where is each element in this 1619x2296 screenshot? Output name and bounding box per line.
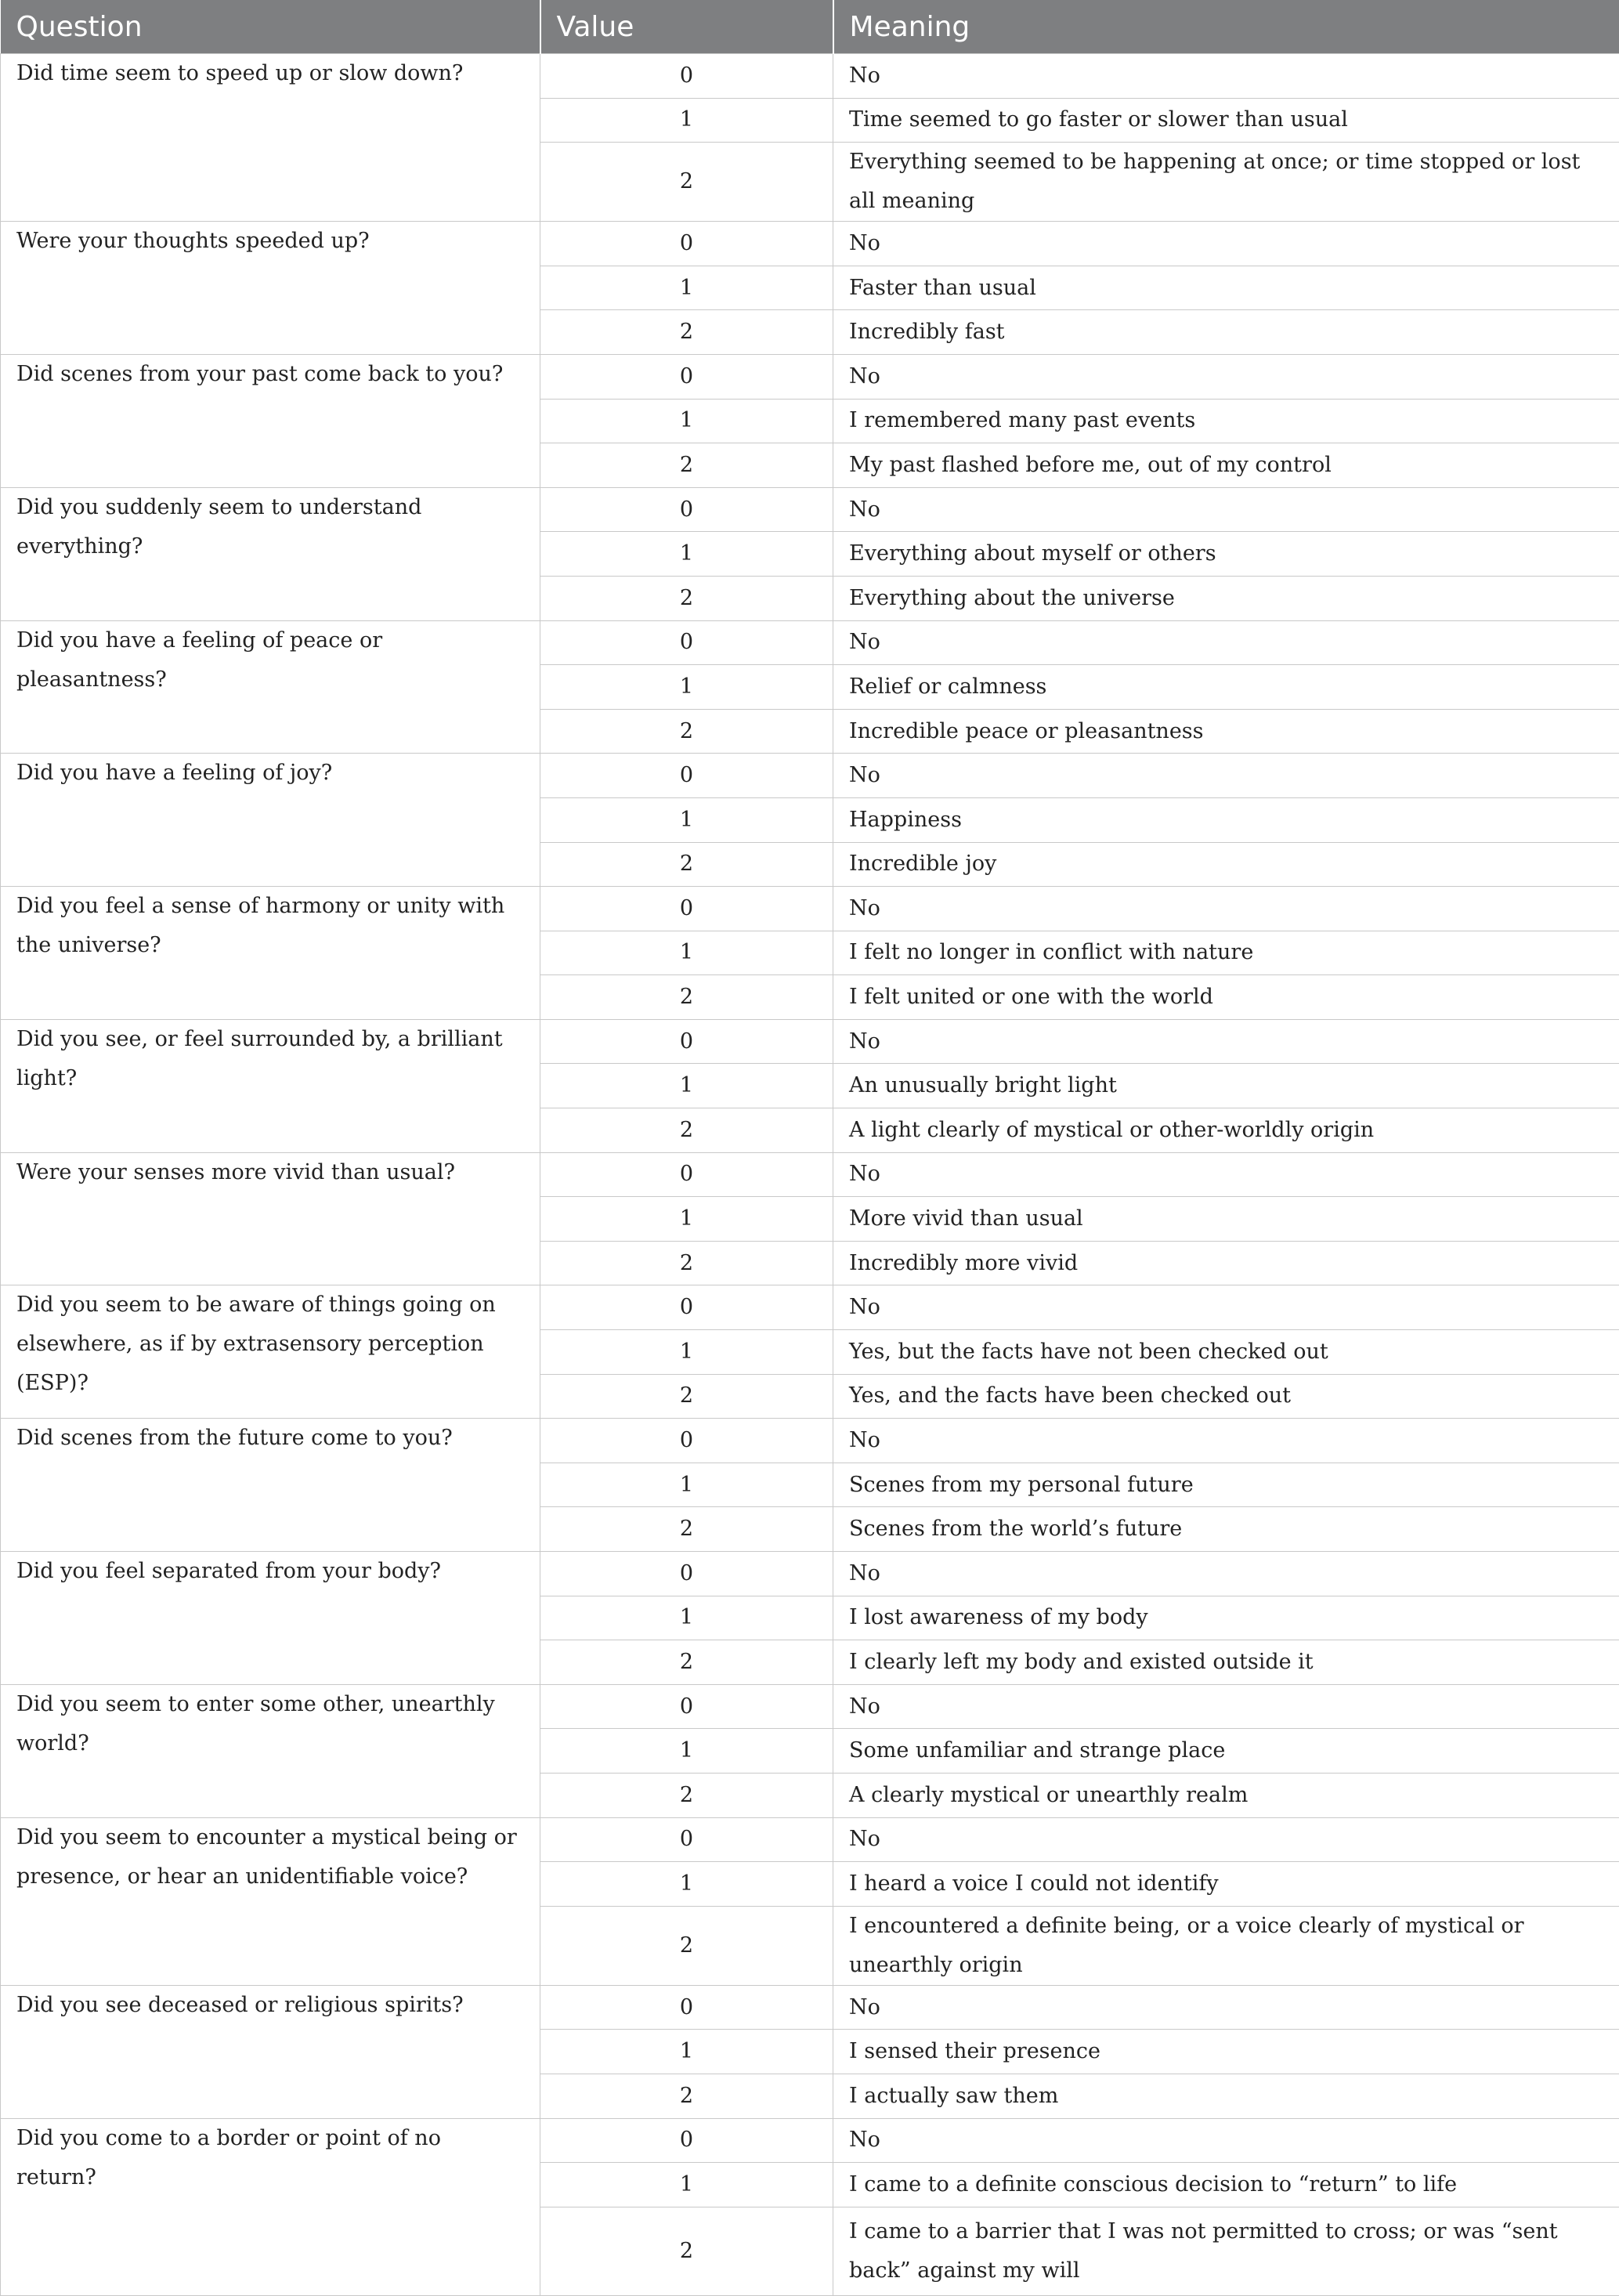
meaning-cell: I clearly left my body and existed outside it [833, 1640, 1619, 1685]
value-cell: 0 [540, 1985, 833, 2030]
value-cell: 2 [540, 1108, 833, 1153]
meaning-cell: Some unfamiliar and strange place [833, 1729, 1619, 1774]
table-row [1, 1019, 1619, 1064]
meaning-cell: No [833, 487, 1619, 532]
meaning-cell: No [833, 754, 1619, 798]
value-cell: 0 [540, 1019, 833, 1064]
meaning-cell: Happiness [833, 797, 1619, 842]
value-cell: 1 [540, 1596, 833, 1640]
header-row [1, 0, 1619, 54]
value-cell: 1 [540, 1197, 833, 1242]
table-row [1, 354, 1619, 399]
meaning-cell: My past flashed before me, out of my control [833, 443, 1619, 488]
value-cell: 1 [540, 1463, 833, 1507]
header-question: Question [1, 0, 540, 54]
table-row [1, 1985, 1619, 2030]
table-row [1, 222, 1619, 266]
meaning-cell: I sensed their presence [833, 2030, 1619, 2074]
question-cell: Did you see, or feel surrounded by, a brilliant light? [1, 1019, 540, 1152]
question-cell: Did you come to a border or point of no return? [1, 2118, 540, 2295]
question-cell: Did you seem to enter some other, unearthly world? [1, 1684, 540, 1817]
question-cell: Did you see deceased or religious spirits? [1, 1985, 540, 2118]
meaning-cell: I felt united or one with the world [833, 975, 1619, 1020]
meaning-cell: Everything about the universe [833, 576, 1619, 620]
meaning-cell: Incredibly more vivid [833, 1241, 1619, 1285]
meaning-cell: No [833, 54, 1619, 99]
table-row [1, 754, 1619, 798]
value-cell: 2 [540, 1773, 833, 1817]
value-cell: 2 [540, 1906, 833, 1985]
value-cell: 2 [540, 310, 833, 355]
meaning-cell: No [833, 1684, 1619, 1729]
value-cell: 0 [540, 620, 833, 665]
meaning-cell: I encountered a definite being, or a voice clearly of mystical or unearthly origin [833, 1906, 1619, 1985]
value-cell: 1 [540, 98, 833, 143]
value-cell: 1 [540, 1862, 833, 1907]
value-cell: 1 [540, 797, 833, 842]
meaning-cell: No [833, 354, 1619, 399]
table-row [1, 2118, 1619, 2163]
meaning-cell: No [833, 620, 1619, 665]
meaning-cell: I came to a barrier that I was not permitted to cross; or was “sent back” against my will [833, 2207, 1619, 2295]
question-cell: Did you feel a sense of harmony or unity with the universe? [1, 887, 540, 1020]
table-row [1, 1684, 1619, 1729]
value-cell: 0 [540, 1285, 833, 1330]
value-cell: 1 [540, 1729, 833, 1774]
value-cell: 1 [540, 266, 833, 310]
value-cell: 0 [540, 1684, 833, 1729]
value-cell: 1 [540, 2030, 833, 2074]
table-row [1, 1285, 1619, 1330]
value-cell: 0 [540, 487, 833, 532]
meaning-cell: Incredible peace or pleasantness [833, 709, 1619, 754]
table-row [1, 887, 1619, 931]
value-cell: 0 [540, 1817, 833, 1862]
table-row [1, 487, 1619, 532]
meaning-cell: Yes, and the facts have been checked out [833, 1374, 1619, 1419]
meaning-cell: Incredibly fast [833, 310, 1619, 355]
meaning-cell: Faster than usual [833, 266, 1619, 310]
value-cell: 2 [540, 576, 833, 620]
meaning-cell: I felt no longer in conflict with nature [833, 931, 1619, 975]
table-row [1, 1152, 1619, 1197]
meaning-cell: No [833, 2118, 1619, 2163]
value-cell: 0 [540, 1152, 833, 1197]
meaning-cell: I remembered many past events [833, 399, 1619, 443]
table-body [1, 54, 1619, 2296]
question-cell: Did you have a feeling of peace or pleasantness? [1, 620, 540, 754]
question-cell: Did you suddenly seem to understand everything? [1, 487, 540, 620]
header-value: Value [540, 0, 833, 54]
value-cell: 2 [540, 443, 833, 488]
value-cell: 2 [540, 975, 833, 1020]
meaning-cell: A clearly mystical or unearthly realm [833, 1773, 1619, 1817]
meaning-cell: Time seemed to go faster or slower than usual [833, 98, 1619, 143]
meaning-cell: No [833, 1817, 1619, 1862]
value-cell: 1 [540, 1064, 833, 1108]
value-cell: 2 [540, 2074, 833, 2118]
value-cell: 0 [540, 54, 833, 99]
value-cell: 2 [540, 842, 833, 887]
meaning-cell: No [833, 1419, 1619, 1463]
question-cell: Did time seem to speed up or slow down? [1, 54, 540, 222]
value-cell: 0 [540, 354, 833, 399]
value-cell: 0 [540, 754, 833, 798]
value-cell: 0 [540, 222, 833, 266]
value-cell: 0 [540, 1552, 833, 1596]
meaning-cell: No [833, 1985, 1619, 2030]
meaning-cell: No [833, 1152, 1619, 1197]
value-cell: 1 [540, 665, 833, 710]
question-cell: Did scenes from your past come back to you? [1, 354, 540, 487]
value-cell: 2 [540, 709, 833, 754]
meaning-cell: No [833, 1019, 1619, 1064]
value-cell: 0 [540, 2118, 833, 2163]
question-cell: Did you feel separated from your body? [1, 1552, 540, 1685]
value-cell: 1 [540, 2163, 833, 2207]
value-cell: 1 [540, 399, 833, 443]
table-header [1, 0, 1619, 54]
question-cell: Did scenes from the future come to you? [1, 1419, 540, 1552]
meaning-cell: I lost awareness of my body [833, 1596, 1619, 1640]
value-cell: 2 [540, 1374, 833, 1419]
table-row [1, 54, 1619, 99]
meaning-cell: Scenes from the world’s future [833, 1507, 1619, 1552]
value-cell: 1 [540, 1330, 833, 1375]
header-meaning: Meaning [833, 0, 1619, 54]
value-cell: 2 [540, 143, 833, 222]
question-cell: Did you seem to be aware of things going on elsewhere, as if by extrasensory perception (ESP)? [1, 1285, 540, 1419]
question-cell: Did you seem to encounter a mystical being or presence, or hear an unidentifiable voice? [1, 1817, 540, 1985]
question-cell: Did you have a feeling of joy? [1, 754, 540, 887]
question-cell: Were your senses more vivid than usual? [1, 1152, 540, 1285]
table-row [1, 1419, 1619, 1463]
meaning-cell: Yes, but the facts have not been checked out [833, 1330, 1619, 1375]
value-cell: 2 [540, 2207, 833, 2295]
table-row [1, 1817, 1619, 1862]
value-cell: 0 [540, 887, 833, 931]
meaning-cell: No [833, 887, 1619, 931]
meaning-cell: I actually saw them [833, 2074, 1619, 2118]
meaning-cell: An unusually bright light [833, 1064, 1619, 1108]
meaning-cell: More vivid than usual [833, 1197, 1619, 1242]
meaning-cell: Everything about myself or others [833, 532, 1619, 577]
meaning-cell: I heard a voice I could not identify [833, 1862, 1619, 1907]
meaning-cell: Relief or calmness [833, 665, 1619, 710]
value-cell: 1 [540, 931, 833, 975]
meaning-cell: Incredible joy [833, 842, 1619, 887]
table-row [1, 1552, 1619, 1596]
value-cell: 0 [540, 1419, 833, 1463]
meaning-cell: I came to a definite conscious decision to “return” to life [833, 2163, 1619, 2207]
meaning-cell: No [833, 1285, 1619, 1330]
meaning-cell: No [833, 222, 1619, 266]
meaning-cell: Scenes from my personal future [833, 1463, 1619, 1507]
meaning-cell: Everything seemed to be happening at once; or time stopped or lost all meaning [833, 143, 1619, 222]
meaning-cell: No [833, 1552, 1619, 1596]
value-cell: 2 [540, 1241, 833, 1285]
meaning-cell: A light clearly of mystical or other-worldly origin [833, 1108, 1619, 1153]
question-cell: Were your thoughts speeded up? [1, 222, 540, 355]
value-cell: 1 [540, 532, 833, 577]
table-row [1, 620, 1619, 665]
value-cell: 2 [540, 1640, 833, 1685]
value-cell: 2 [540, 1507, 833, 1552]
